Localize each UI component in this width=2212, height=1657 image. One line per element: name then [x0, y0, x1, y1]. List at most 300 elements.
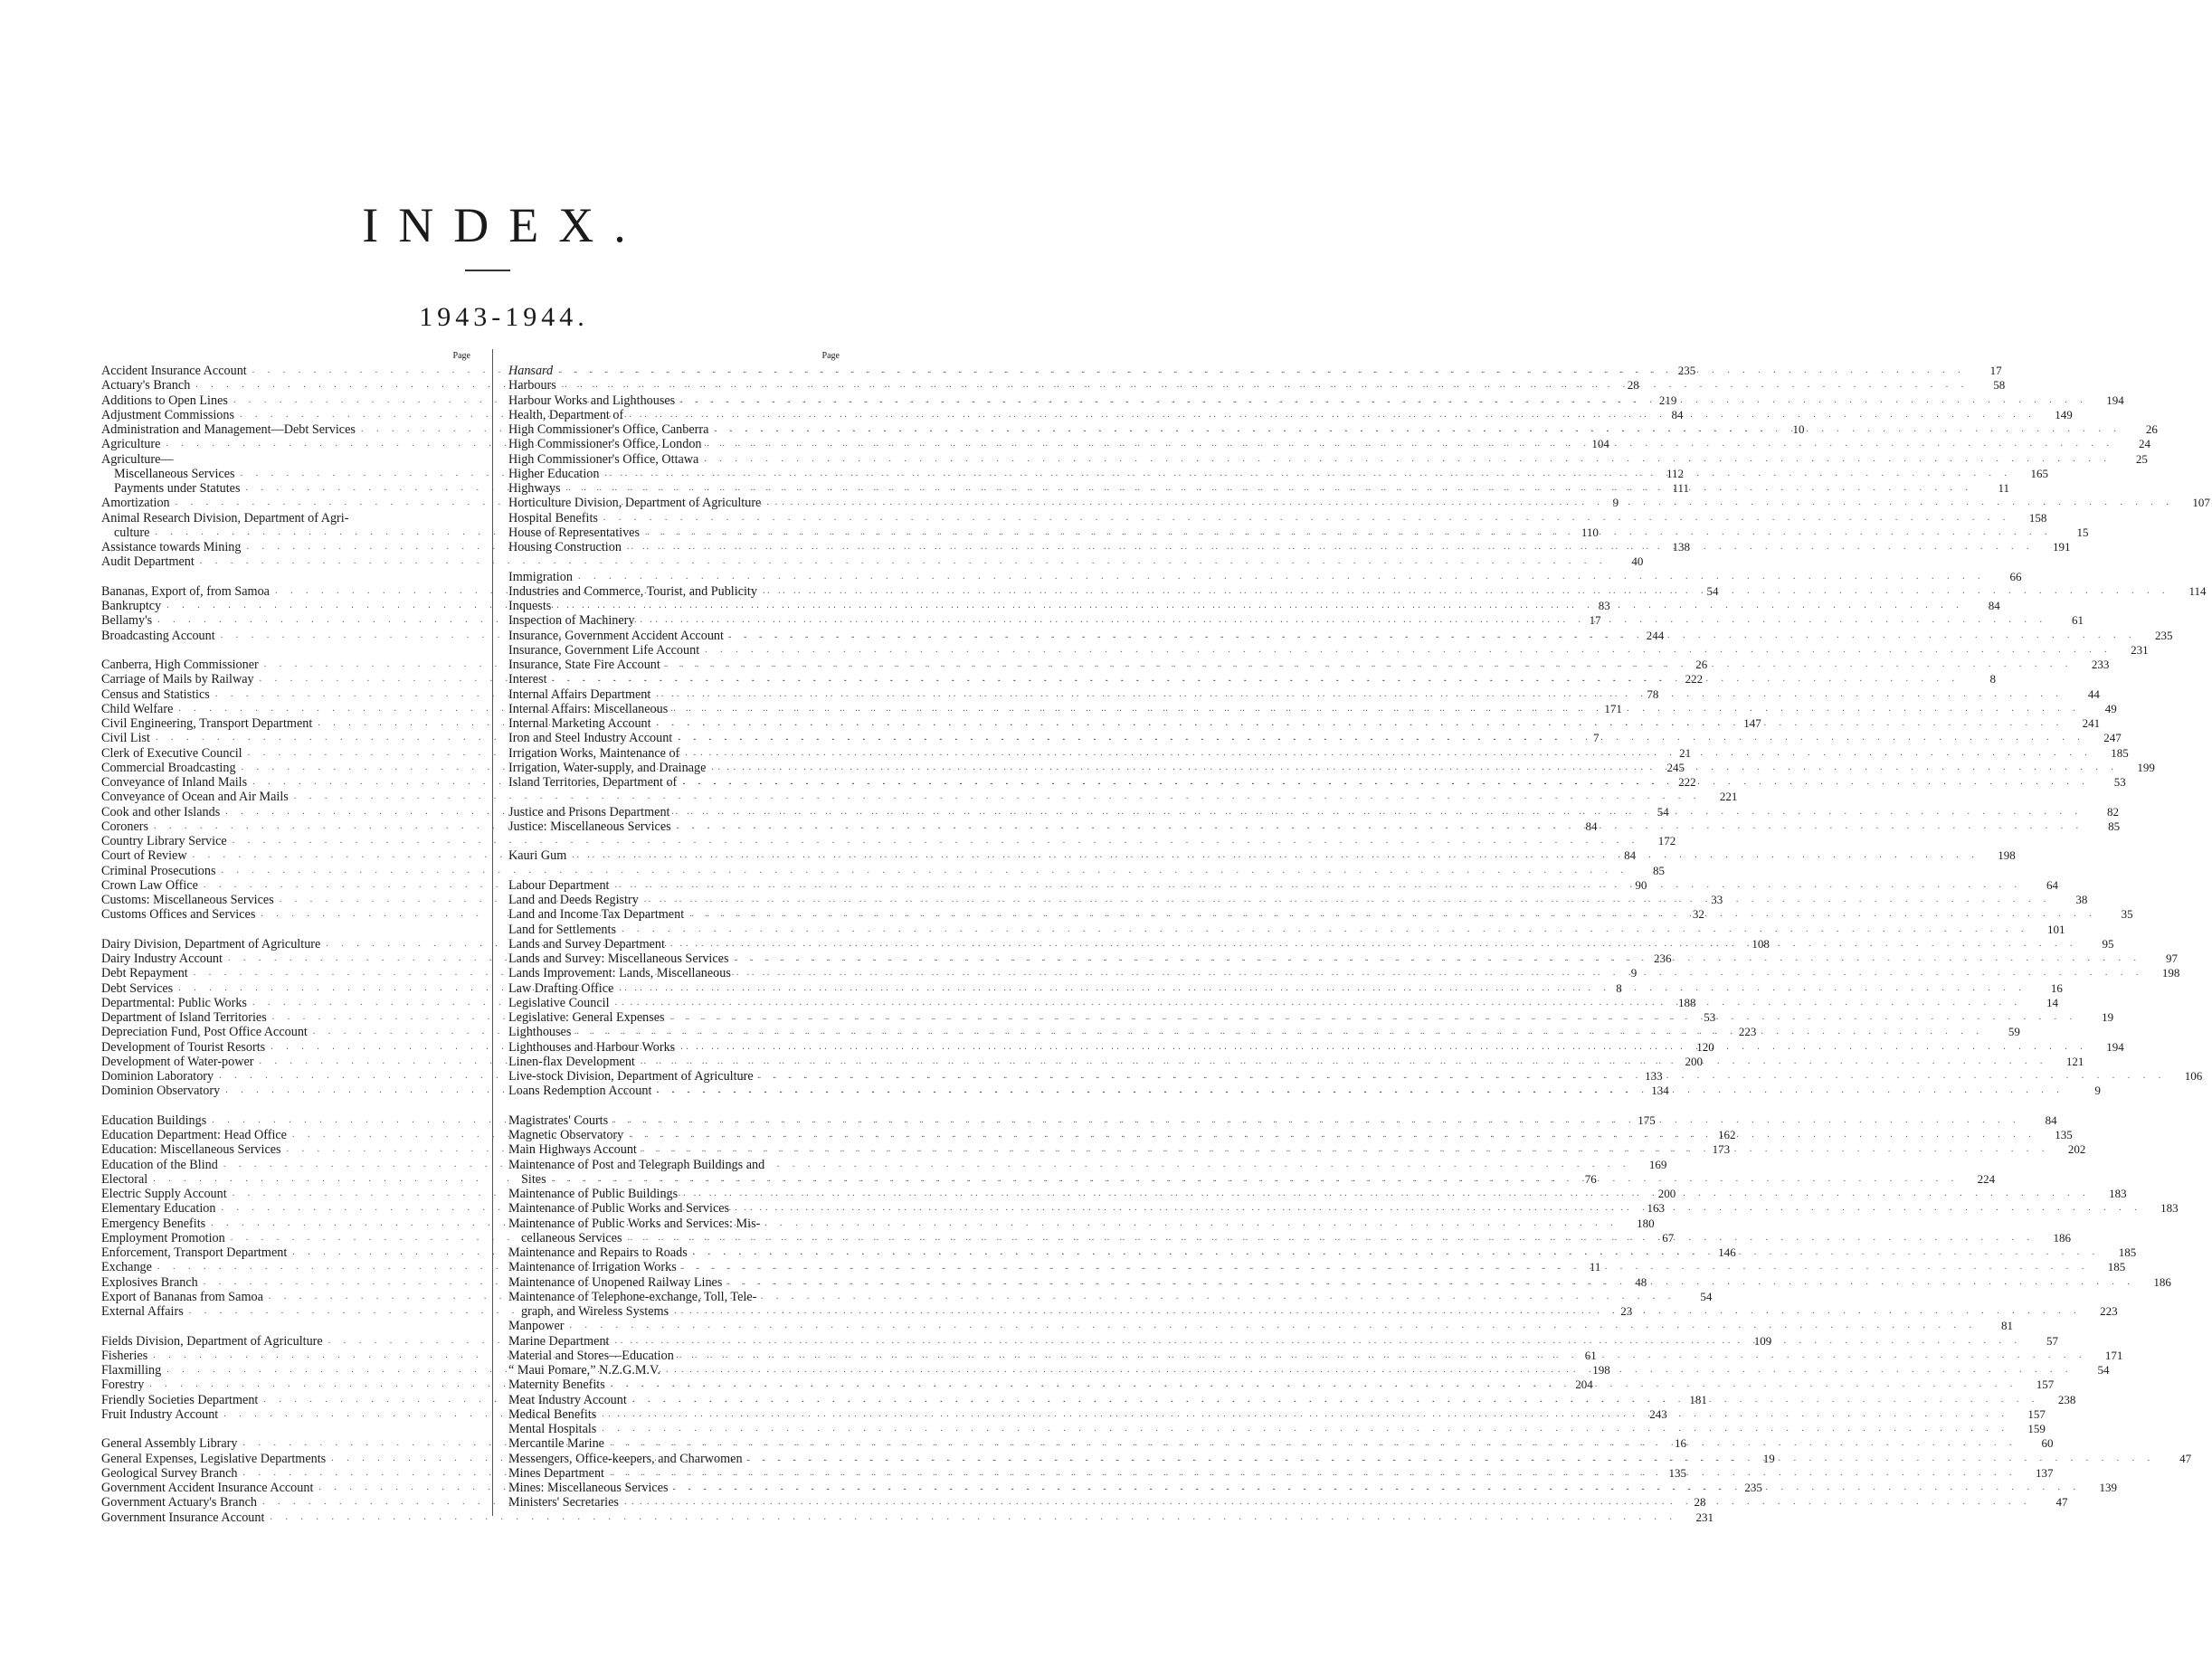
- index-entry-page: 84: [1585, 819, 1598, 833]
- index-entry-label: Elementary Education: [101, 1201, 216, 1217]
- leader-dots: [675, 393, 2088, 408]
- index-entry-label: Justice: Miscellaneous Services: [508, 819, 671, 834]
- index-entry-page: 222: [1685, 672, 1704, 686]
- index-entry-page: 112: [1666, 466, 1685, 480]
- index-entry-page: 47: [2055, 1495, 2068, 1510]
- leader-dots: [706, 761, 2119, 775]
- index-entry-page: 235: [1744, 1481, 1762, 1494]
- index-entry-label: Health, Department of: [508, 407, 624, 422]
- index-entry-page: 23: [1620, 1304, 1633, 1318]
- index-entry-page: 14: [2046, 995, 2059, 1009]
- index-entry-page: 40: [1631, 554, 1644, 569]
- index-entry-label: Assistance towards Mining: [101, 540, 242, 554]
- leader-dots: [665, 1010, 2078, 1025]
- index-entry-page: 11: [1589, 1260, 1601, 1274]
- index-entry-label: Actuary's Branch: [101, 378, 191, 393]
- leader-dots: [722, 1275, 2135, 1290]
- index-spacer: [101, 570, 490, 584]
- index-entry-page: 221: [1719, 790, 1738, 804]
- leader-dots: [610, 996, 2023, 1010]
- index-entry: [101, 1510, 1714, 1525]
- leader-dots: [669, 1304, 2082, 1319]
- index-entry-label: Maintenance of Unopened Railway Lines: [508, 1274, 723, 1290]
- index-entry-page: 84: [2045, 1113, 2057, 1127]
- index-entry-label: Highways: [508, 481, 561, 496]
- index-entry-page: 241: [2082, 716, 2101, 730]
- leader-dots: [650, 687, 2064, 702]
- index-spacer: [101, 1422, 490, 1436]
- leader-dots: [561, 481, 1974, 496]
- leader-dots: [623, 408, 2036, 422]
- index-entry-page: 9: [1630, 966, 1638, 980]
- index-entry-page: 121: [2065, 1054, 2084, 1068]
- index-entry-page: 9: [1612, 496, 1619, 510]
- leader-dots: [623, 1128, 2036, 1142]
- index-entry-page: 15: [2076, 525, 2089, 539]
- index-entry-page: 181: [1689, 1392, 1707, 1406]
- index-entry-label: Messengers, Office-keepers, and Charwomen: [508, 1451, 743, 1466]
- index-entry-label: Development of Tourist Resorts: [101, 1039, 266, 1055]
- index-spacer: [508, 864, 850, 878]
- index-spacer: [101, 643, 490, 658]
- index-entry-label: Debt Services: [101, 980, 174, 996]
- leader-dots: [669, 1481, 2082, 1495]
- leader-dots: [760, 1217, 812, 1231]
- index-entry-page: 48: [1635, 1274, 1647, 1289]
- index-entry-page: 200: [1685, 1054, 1703, 1068]
- index-entry-label: Conveyance of Inland Mails: [101, 775, 248, 790]
- leader-dots: [609, 878, 2022, 893]
- index-entry-page: 157: [2027, 1406, 2046, 1421]
- index-entry-page: 222: [1678, 775, 1696, 789]
- index-entry-page: 247: [2103, 731, 2122, 745]
- index-entry-label: Medical Benefits: [508, 1406, 597, 1422]
- index-entry-label: Payments under Statutes: [114, 481, 241, 496]
- index-entry-page: 175: [1638, 1113, 1656, 1127]
- index-entry-label: Industries and Commerce, Tourist, and Publicity: [508, 583, 757, 599]
- index-entry-page: 180: [1637, 1216, 1655, 1230]
- leader-dots: [699, 643, 2112, 658]
- index-entry-label: Court of Review: [101, 848, 187, 864]
- index-entry-page: 138: [1672, 540, 1690, 554]
- leader-dots: [609, 1334, 2022, 1349]
- leader-dots: [599, 467, 2012, 481]
- index-entry-page: 238: [2057, 1392, 2076, 1406]
- index-entry-page: 25: [2135, 451, 2148, 466]
- leader-dots: [665, 937, 2078, 952]
- index-entry-label: Development of Water-power: [101, 1054, 254, 1069]
- leader-dots: [619, 1495, 2032, 1510]
- index-entry-page: 139: [2099, 1481, 2118, 1494]
- index-entry-page: 59: [2008, 1025, 2020, 1039]
- leader-dots: [729, 952, 2142, 966]
- index-entry-page: 235: [2154, 628, 2173, 642]
- leader-dots: [598, 511, 2011, 526]
- index-entry-label: Lighthouses and Harbour Works: [508, 1039, 676, 1055]
- index-entry-label: Agriculture: [101, 437, 161, 452]
- leader-dots: [622, 1231, 2035, 1245]
- index-entry-label: Carriage of Mails by Railway: [101, 672, 254, 687]
- index-entry-label: Labour Department: [508, 877, 610, 893]
- index-entry-page: 114: [2188, 583, 2207, 598]
- index-entry-label: Electoral: [101, 1171, 148, 1187]
- index-entry-label: Coroners: [101, 819, 149, 834]
- index-entry-page: 200: [1657, 1187, 1676, 1200]
- index-entry-page: 10: [1792, 422, 1805, 436]
- index-entry-label: Government Actuary's Branch: [101, 1495, 257, 1510]
- index-entry-label: Land for Settlements: [508, 922, 616, 937]
- index-entry-page: 198: [1592, 1363, 1610, 1377]
- index-entry-page: 198: [2161, 966, 2180, 980]
- index-entry-page: 54: [1700, 1289, 1713, 1303]
- index-entry-label: Adjustment Commissions: [101, 407, 235, 422]
- leader-dots: [604, 1466, 2017, 1481]
- index-entry-page: 245: [1666, 760, 1685, 774]
- index-entry-label: Insurance, Government Accident Account: [508, 628, 724, 643]
- index-entry-label: Dairy Division, Department of Agriculture: [101, 936, 321, 952]
- index-entry-page: 17: [1589, 613, 1601, 628]
- index-entry-label: Civil Engineering, Transport Department: [101, 716, 313, 731]
- index-entry-label: Government Insurance Account: [101, 1510, 265, 1525]
- index-entry-label: Accident Insurance Account: [101, 364, 247, 378]
- index-entry-page: 162: [1717, 1128, 1736, 1141]
- index-entry-page: 19: [1762, 1451, 1775, 1465]
- index-entry-page: 186: [2053, 1230, 2071, 1245]
- index-entry-page: 199: [2137, 760, 2155, 774]
- index-entry-page: 53: [2113, 775, 2126, 789]
- index-entry-page: 135: [1668, 1465, 1686, 1480]
- leader-dots: [724, 629, 2137, 643]
- leader-dots: [731, 966, 2144, 980]
- index-entry-label: Main Highways Account: [508, 1142, 637, 1158]
- index-entry-page: 147: [1743, 716, 1761, 730]
- index-entry-label: External Affairs: [101, 1304, 184, 1319]
- index-entry-label: Live-stock Division, Department of Agriculture: [508, 1069, 754, 1084]
- index-entry-page: 44: [2087, 686, 2100, 701]
- index-entry: [508, 1158, 850, 1172]
- index-entry-page: 61: [1584, 1348, 1597, 1362]
- index-entry-label: Fields Division, Department of Agriculture: [101, 1333, 323, 1349]
- index-entry-label: Broadcasting Account: [101, 628, 215, 643]
- index-entry-page: 198: [1998, 848, 2016, 863]
- index-entry-label: Animal Research Division, Department of Agri-: [101, 510, 349, 526]
- index-entry-label: Administration and Management—Debt Services: [101, 422, 356, 437]
- index-entry-label: Dominion Observatory: [101, 1084, 221, 1099]
- index-entry-page: [812, 1158, 850, 1172]
- index-entry-label: Education Buildings: [101, 1113, 207, 1128]
- index-entry-page: 183: [2160, 1201, 2179, 1216]
- index-entry-label: Bellamy's: [101, 613, 153, 629]
- index-entry-label: Irrigation, Water-supply, and Drainage: [508, 760, 707, 775]
- leader-dots: [678, 1187, 2091, 1201]
- index-entry-label: Electric Supply Account: [101, 1187, 227, 1201]
- index-entry-page: 231: [1695, 1510, 1714, 1524]
- index-entry-label: Bankruptcy: [101, 599, 162, 613]
- leader-dots: [639, 893, 2052, 907]
- index-entry-label: Geological Survey Branch: [101, 1465, 238, 1481]
- page-column-header: Page: [452, 351, 470, 361]
- index-entry-page: 109: [1753, 1333, 1772, 1348]
- leader-dots: [674, 1349, 2087, 1363]
- index-entry: [508, 731, 2122, 746]
- index-entry-label: Clerk of Executive Council: [101, 745, 242, 761]
- index-entry-page: 134: [1651, 1084, 1669, 1098]
- leader-dots: [616, 923, 2029, 937]
- index-entry-page: 133: [1645, 1069, 1663, 1083]
- index-entry-label: Fruit Industry Account: [101, 1406, 219, 1422]
- index-entry: [508, 1319, 2013, 1334]
- index-entry-label: Internal Affairs: Miscellaneous: [508, 701, 669, 716]
- index-entry-label: Exchange: [101, 1260, 152, 1275]
- index-entry-label: Marine Department: [508, 1333, 610, 1349]
- index-entry-page: 104: [1591, 437, 1609, 451]
- index-entry-label: Lands and Survey: Miscellaneous Services: [508, 952, 729, 966]
- index-entry-page: 76: [1584, 1171, 1597, 1186]
- index-entry: [508, 510, 2047, 526]
- index-entry-page: 185: [2118, 1245, 2137, 1259]
- index-entry-label: Criminal Prosecutions: [101, 863, 216, 878]
- index-spacer: [508, 1099, 850, 1113]
- index-entry: [508, 642, 2149, 658]
- leader-dots: [566, 848, 1979, 863]
- index-entry-label: Hospital Benefits: [508, 510, 598, 526]
- index-entry-page: 186: [2153, 1274, 2171, 1289]
- index-entry-label: Legislative Council: [508, 995, 610, 1010]
- index-entry-label: Lands and Survey Department: [508, 936, 665, 952]
- index-entry-label: General Expenses, Legislative Departments: [101, 1451, 327, 1466]
- index-entry-label: Harbour Works and Lighthouses: [508, 393, 676, 408]
- leader-dots: [761, 496, 2174, 510]
- index-entry-page: 35: [2121, 907, 2133, 922]
- index-entry-label: cellaneous Services: [521, 1230, 622, 1245]
- index-entry-label: Maintenance of Post and Telegraph Buildings and: [508, 1157, 765, 1172]
- index-entry: [508, 966, 2180, 981]
- leader-dots: [677, 1260, 2090, 1274]
- index-entry-page: 185: [2111, 745, 2129, 760]
- index-entry-page: 16: [2050, 980, 2063, 995]
- index-entry-page: 169: [1648, 1157, 1667, 1171]
- index-entry-page: 111: [1672, 481, 1689, 495]
- index-entry: [101, 790, 1738, 805]
- leader-dots: [608, 1113, 2021, 1128]
- title-rule: [465, 270, 510, 271]
- index-entry-page: 107: [2192, 496, 2210, 510]
- index-entry-page: 26: [1695, 658, 1708, 671]
- leader-dots: [604, 1436, 2017, 1451]
- index-entry-label: Linen-flax Development: [508, 1054, 635, 1069]
- index-entry-page: 47: [2179, 1451, 2192, 1465]
- leader-dots: [564, 1319, 1977, 1333]
- leader-dots: [668, 702, 2081, 716]
- index-entry-page: 194: [2106, 1039, 2124, 1054]
- index-entry-label: Depreciation Fund, Post Office Account: [101, 1025, 308, 1040]
- index-entry-label: Meat Industry Account: [508, 1392, 627, 1407]
- index-entry-label: Civil List: [101, 731, 150, 746]
- leader-dots: [671, 819, 2084, 834]
- index-entry-page: 67: [1662, 1230, 1675, 1245]
- index-entry-label: “ Maui Pomare,” N.Z.G.M.V.: [508, 1363, 660, 1378]
- index-entry-label: Island Territories, Department of: [508, 775, 678, 790]
- index-entry-label: Sites: [521, 1171, 546, 1187]
- index-entry-page: 54: [1657, 804, 1669, 819]
- leader-dots: [596, 1407, 2009, 1422]
- index-entry-label: Audit Department: [101, 554, 195, 570]
- index-entry-label: Emergency Benefits: [101, 1216, 206, 1231]
- index-entry-page: 101: [2047, 922, 2065, 936]
- index-entry-page: 231: [2131, 642, 2149, 657]
- index-entry-page: 204: [1575, 1378, 1593, 1392]
- leader-dots: [195, 554, 1608, 569]
- index-entry-label: Insurance, Government Life Account: [508, 642, 700, 658]
- index-entry-page: 243: [1649, 1406, 1667, 1421]
- index-entry-page: 84: [1671, 407, 1684, 421]
- index-entry-label: culture: [114, 525, 150, 540]
- index-entry-page: 172: [1657, 834, 1676, 847]
- index-title: INDEX.: [362, 198, 646, 252]
- index-entry-label: Customs: Miscellaneous Services: [101, 893, 274, 907]
- index-entry-label: Loans Redemption Account: [508, 1084, 652, 1099]
- leader-dots: [348, 511, 452, 526]
- index-entry-page: 158: [2028, 510, 2047, 525]
- index-entry-page: 235: [1677, 364, 1696, 377]
- page-column-header: Page: [821, 351, 840, 361]
- index-entry-label: graph, and Wireless Systems: [521, 1304, 669, 1319]
- index-entry-label: Agriculture—: [101, 451, 174, 467]
- index-entry: [508, 451, 2148, 467]
- leader-dots: [571, 1025, 1984, 1039]
- index-entry-label: Additions to Open Lines: [101, 393, 228, 408]
- index-entry-page: 97: [2166, 952, 2178, 965]
- leader-dots: [634, 613, 2047, 628]
- index-entry-page: 21: [1679, 745, 1692, 760]
- index-entry-page: 9: [2094, 1084, 2101, 1098]
- index-entry-label: Friendly Societies Department: [101, 1392, 259, 1407]
- index-entry-page: 149: [2055, 407, 2073, 421]
- index-entry-label: Manpower: [508, 1319, 565, 1334]
- index-entry-label: House of Representatives: [508, 525, 640, 540]
- index-entry-page: 165: [2030, 466, 2048, 480]
- index-entry-page: 24: [2139, 437, 2151, 451]
- index-entry-label: Government Accident Insurance Account: [101, 1481, 314, 1495]
- index-entry-page: [452, 452, 490, 467]
- index-entry: [101, 452, 490, 467]
- index-entry-label: Legislative: General Expenses: [508, 1010, 665, 1025]
- index-entry-label: Maintenance of Irrigation Works: [508, 1260, 677, 1275]
- index-entry-label: Cook and other Islands: [101, 804, 221, 819]
- index-entry-label: Crown Law Office: [101, 877, 198, 893]
- index-entry-page: 28: [1694, 1495, 1706, 1510]
- leader-dots: [553, 364, 1966, 378]
- leader-dots: [698, 452, 2112, 467]
- leader-dots: [227, 834, 1640, 848]
- index-entry-label: Forestry: [101, 1378, 145, 1393]
- index-entry: [101, 511, 490, 526]
- index-entry-label: Inquests: [508, 599, 552, 613]
- index-entry-page: 38: [2075, 893, 2088, 906]
- leader-dots: [622, 540, 2035, 554]
- index-entry: [508, 1290, 850, 1304]
- leader-dots: [677, 775, 2090, 790]
- leader-dots: [670, 805, 2084, 819]
- index-entry-label: Commercial Broadcasting: [101, 760, 236, 775]
- column-divider: [492, 349, 493, 1516]
- index-entry-label: Mental Hospitals: [508, 1422, 597, 1436]
- index-entry-page: 16: [1675, 1436, 1686, 1451]
- index-entry-label: Fisheries: [101, 1348, 148, 1363]
- index-entry-page: 90: [1635, 877, 1647, 892]
- index-entry-page: 26: [2145, 422, 2158, 436]
- index-entry-page: 183: [2109, 1187, 2127, 1200]
- leader-dots: [660, 1363, 2074, 1378]
- index-entry-label: Law Drafting Office: [508, 980, 614, 996]
- index-entry-label: Education of the Blind: [101, 1157, 218, 1172]
- index-entry: [508, 1217, 850, 1231]
- index-entry-label: Maintenance of Public Works and Services: [508, 1201, 730, 1217]
- index-entry-page: 32: [1692, 907, 1704, 922]
- leader-dots: [613, 981, 2027, 996]
- index-spacer: [508, 834, 850, 848]
- index-entry: [508, 1422, 2046, 1436]
- index-entry-label: Dominion Laboratory: [101, 1069, 214, 1084]
- leader-dots: [551, 599, 1964, 613]
- index-entry-page: 54: [2097, 1363, 2110, 1377]
- leader-dots: [289, 790, 1702, 804]
- leader-dots: [596, 1422, 2009, 1436]
- index-entry-label: High Commissioner's Office, London: [508, 437, 702, 452]
- index-entry-label: Lighthouses: [508, 1025, 572, 1040]
- index-entry-label: General Assembly Library: [101, 1436, 238, 1452]
- index-entry: [101, 554, 1644, 570]
- index-entry-page: 110: [1581, 525, 1599, 539]
- index-entry-page: 173: [1712, 1142, 1731, 1157]
- index-entry-page: 106: [2184, 1069, 2203, 1083]
- leader-dots: [547, 672, 1960, 686]
- index-entry-page: 7: [1593, 731, 1600, 745]
- leader-dots: [205, 1217, 1619, 1231]
- index-entry-label: Education Department: Head Office: [101, 1128, 287, 1142]
- index-entry-label: Magistrates' Courts: [508, 1113, 609, 1128]
- index-entry-label: Bananas, Export of, from Samoa: [101, 583, 270, 599]
- index-entry-label: Inspection of Machinery: [508, 613, 635, 629]
- index-entry-page: 49: [2104, 701, 2117, 715]
- index-entry-label: High Commissioner's Office, Canberra: [508, 422, 709, 437]
- index-entry-label: Conveyance of Ocean and Air Mails: [101, 790, 289, 805]
- index-entry-page: 223: [1738, 1025, 1757, 1039]
- index-entry-page: 66: [2009, 569, 2022, 583]
- index-entry-page: 54: [1706, 583, 1719, 598]
- index-entry-label: Internal Marketing Account: [508, 716, 651, 731]
- index-entry-page: 78: [1647, 686, 1659, 701]
- index-entry-label: Higher Education: [508, 466, 600, 481]
- index-entry-label: Mines: Miscellaneous Services: [508, 1481, 669, 1495]
- index-spacer: [101, 1099, 490, 1113]
- leader-dots: [216, 864, 1629, 878]
- index-entry-label: Insurance, State Fire Account: [508, 658, 660, 672]
- leader-dots: [573, 570, 1986, 584]
- index-entry-label: Debt Repayment: [101, 966, 188, 981]
- leader-dots: [660, 658, 2074, 672]
- leader-dots: [640, 526, 2053, 540]
- years-heading: 1943-1944.: [419, 302, 589, 332]
- index-entry-page: 19: [2102, 1010, 2114, 1024]
- leader-dots: [635, 1055, 2048, 1069]
- index-entry-page: 61: [2071, 613, 2084, 628]
- index-entry-page: 188: [1677, 995, 1696, 1009]
- index-entry-page: 191: [2052, 540, 2071, 554]
- index-entry-label: Hansard: [508, 364, 554, 378]
- index-entry-page: 57: [2046, 1333, 2058, 1348]
- index-entry-label: Ministers' Secretaries: [508, 1495, 619, 1510]
